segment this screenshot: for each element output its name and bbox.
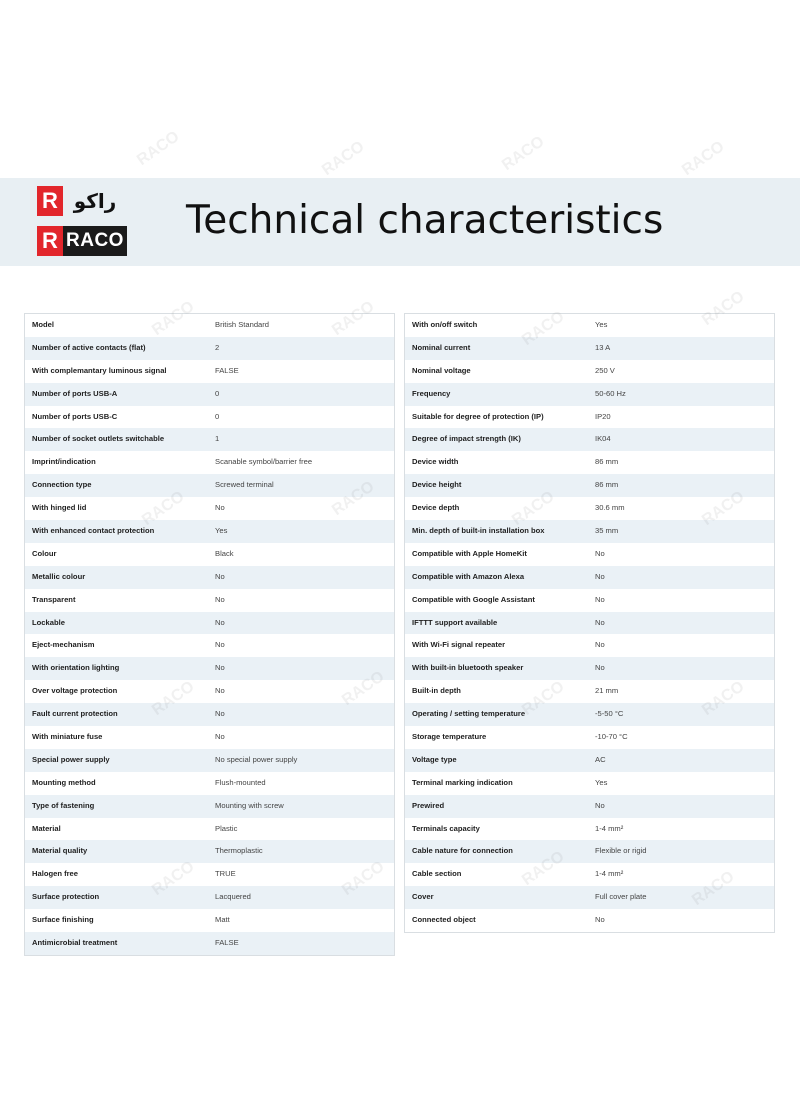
spec-label: Eject-mechanism [32, 640, 95, 650]
spec-label: Prewired [412, 800, 445, 810]
watermark-text: RACO [319, 138, 368, 180]
spec-value: No [215, 640, 225, 650]
logo-arabic-text: راكو [73, 189, 117, 213]
spec-label: Suitable for degree of protection (IP) [412, 411, 544, 421]
table-row [25, 383, 394, 406]
spec-label: Terminal marking indication [412, 777, 513, 787]
spec-value: 86 mm [595, 480, 619, 490]
spec-label: Number of active contacts (flat) [32, 342, 146, 352]
spec-label: Number of socket outlets switchable [32, 434, 165, 444]
spec-label: Mounting method [32, 777, 96, 787]
spec-label: Nominal voltage [412, 365, 471, 375]
spec-label: Cover [412, 892, 434, 902]
table-row [25, 406, 394, 429]
spec-value: No [215, 732, 225, 742]
spec-value: No [215, 617, 225, 627]
table-row [25, 772, 394, 795]
table-row [405, 474, 774, 497]
spec-label: Terminals capacity [412, 823, 480, 833]
spec-value: 250 V [595, 365, 615, 375]
watermark-text: RACO [699, 288, 748, 330]
spec-value: No [215, 709, 225, 719]
table-row [25, 474, 394, 497]
spec-label: Number of ports USB-C [32, 411, 118, 421]
spec-value: FALSE [215, 365, 239, 375]
table-row [25, 886, 394, 909]
spec-value: Black [215, 548, 234, 558]
table-row [405, 497, 774, 520]
table-row [405, 314, 774, 337]
spec-label: Degree of impact strength (IK) [412, 434, 521, 444]
spec-label: Colour [32, 548, 57, 558]
table-row [25, 497, 394, 520]
table-row [25, 612, 394, 635]
spec-value: Flush-mounted [215, 777, 266, 787]
table-row [25, 589, 394, 612]
spec-value: Matt [215, 915, 230, 925]
spec-value: No [215, 503, 225, 513]
table-row [405, 566, 774, 589]
spec-value: Lacquered [215, 892, 251, 902]
table-row [405, 634, 774, 657]
watermark-text: RACO [134, 128, 183, 170]
spec-value: 35 mm [595, 526, 619, 536]
spec-label: Special power supply [32, 754, 110, 764]
spec-value: Yes [595, 320, 608, 329]
spec-label: Storage temperature [412, 732, 487, 742]
spec-value: 2 [215, 342, 220, 352]
spec-value: Plastic [215, 823, 238, 833]
spec-label: Compatible with Apple HomeKit [412, 548, 527, 558]
table-row [405, 726, 774, 749]
table-row [25, 749, 394, 772]
table-row [25, 566, 394, 589]
table-row [25, 520, 394, 543]
table-row [25, 634, 394, 657]
spec-value: Scanable symbol/barrier free [215, 457, 313, 467]
spec-value: No [595, 663, 605, 673]
spec-label: Device depth [412, 503, 460, 513]
table-row [25, 680, 394, 703]
spec-label: Connected object [412, 915, 476, 925]
spec-value: No [595, 915, 605, 925]
table-row [405, 772, 774, 795]
spec-value: No [595, 800, 605, 810]
spec-label: Over voltage protection [32, 686, 118, 696]
spec-value: Yes [215, 526, 228, 536]
spec-label: Surface protection [32, 892, 100, 902]
spec-value: -5-50 °C [595, 709, 624, 719]
spec-value: No [595, 548, 605, 558]
spec-value: FALSE [215, 938, 239, 948]
spec-label: Compatible with Amazon Alexa [412, 571, 525, 581]
table-row [25, 337, 394, 360]
spec-label: Metallic colour [32, 571, 86, 581]
watermark-text: RACO [499, 133, 548, 175]
spec-label: Frequency [412, 388, 451, 398]
spec-label: Cable nature for connection [412, 846, 513, 856]
table-row [405, 520, 774, 543]
table-row [405, 749, 774, 772]
spec-label: With complemantary luminous signal [32, 365, 167, 375]
spec-label: Halogen free [32, 869, 78, 879]
spec-value: Thermoplastic [215, 846, 263, 856]
spec-value: 50-60 Hz [595, 388, 626, 398]
table-row [25, 932, 394, 955]
logo-arabic-row [37, 186, 127, 216]
spec-value: No [595, 571, 605, 581]
logo-latin-text: RACO [63, 226, 127, 256]
table-row [405, 406, 774, 429]
spec-label: With enhanced contact protection [32, 526, 155, 536]
spec-value: No [215, 594, 225, 604]
spec-value: TRUE [215, 869, 236, 879]
table-row [25, 909, 394, 932]
spec-value: Mounting with screw [215, 800, 284, 810]
spec-value: Flexible or rigid [595, 846, 647, 856]
table-row [405, 863, 774, 886]
spec-value: Yes [595, 777, 608, 787]
table-row [405, 337, 774, 360]
spec-label: Surface finishing [32, 915, 94, 925]
table-row [405, 840, 774, 863]
spec-label: With on/off switch [412, 320, 478, 329]
spec-value: No [215, 663, 225, 673]
spec-value: 86 mm [595, 457, 619, 467]
table-row [25, 451, 394, 474]
table-row [405, 680, 774, 703]
spec-label: Built-in depth [412, 686, 461, 696]
spec-label: With Wi-Fi signal repeater [412, 640, 506, 650]
table-row [25, 314, 394, 337]
spec-value: 1 [215, 434, 220, 444]
spec-label: With built-in bluetooth speaker [412, 663, 524, 673]
spec-label: Imprint/indication [32, 457, 96, 467]
spec-value: -10-70 °C [595, 732, 628, 742]
spec-label: Cable section [412, 869, 462, 879]
spec-label: Fault current protection [32, 709, 118, 719]
spec-value: 0 [215, 411, 220, 421]
spec-table-left [24, 313, 395, 956]
spec-value: AC [595, 754, 606, 764]
table-row [405, 612, 774, 635]
table-row [25, 543, 394, 566]
spec-value: 1-4 mm² [595, 823, 624, 833]
spec-label: Device height [412, 480, 462, 490]
table-row [25, 428, 394, 451]
logo-r-mark-icon: R [37, 186, 63, 216]
watermark-text: RACO [679, 138, 728, 180]
spec-value: 13 A [595, 342, 611, 352]
table-row [25, 795, 394, 818]
table-row [405, 886, 774, 909]
table-row [25, 703, 394, 726]
spec-label: Operating / setting temperature [412, 709, 526, 719]
table-row [405, 383, 774, 406]
spec-label: Type of fastening [32, 800, 95, 810]
table-row [25, 863, 394, 886]
spec-label: Min. depth of built-in installation box [412, 526, 545, 536]
spec-label: With hinged lid [32, 503, 87, 513]
logo-r-mark-icon: R [37, 226, 63, 256]
spec-value: 1-4 mm² [595, 869, 624, 879]
spec-value: No [215, 686, 225, 696]
spec-value: 21 mm [595, 686, 619, 696]
spec-value: IP20 [595, 411, 611, 421]
spec-value: 0 [215, 388, 220, 398]
raco-logo [37, 186, 127, 258]
page-title: Technical characteristics [186, 198, 664, 243]
spec-value: No [595, 617, 605, 627]
table-row [405, 589, 774, 612]
table-row [25, 726, 394, 749]
spec-value: IK04 [595, 434, 611, 444]
spec-label: Antimicrobial treatment [32, 938, 118, 948]
spec-label: Compatible with Google Assistant [412, 594, 535, 604]
spec-value: 30.6 mm [595, 503, 625, 513]
spec-label: Material quality [32, 846, 88, 856]
spec-value: British Standard [215, 320, 270, 329]
table-row [405, 451, 774, 474]
spec-label: With miniature fuse [32, 732, 103, 742]
spec-value: No [595, 594, 605, 604]
spec-label: Nominal current [412, 342, 471, 352]
spec-value: Screwed terminal [215, 480, 274, 490]
table-row [25, 657, 394, 680]
table-row [405, 909, 774, 932]
table-row [405, 543, 774, 566]
spec-label: Device width [412, 457, 459, 467]
table-row [405, 818, 774, 841]
table-row [405, 795, 774, 818]
spec-label: Number of ports USB-A [32, 388, 118, 398]
spec-label: Material [32, 823, 61, 833]
spec-table-right [404, 313, 775, 933]
spec-label: Model [32, 320, 54, 329]
spec-value: No [595, 640, 605, 650]
spec-value: No special power supply [215, 754, 298, 764]
table-row [405, 703, 774, 726]
table-row [405, 360, 774, 383]
spec-label: Connection type [32, 480, 92, 490]
spec-label: Transparent [32, 594, 76, 604]
table-row [25, 840, 394, 863]
table-row [25, 360, 394, 383]
spec-value: Full cover plate [595, 892, 647, 902]
table-row [405, 428, 774, 451]
table-row [25, 818, 394, 841]
spec-label: Voltage type [412, 754, 457, 764]
spec-label: With orientation lighting [32, 663, 120, 673]
logo-latin-row [37, 226, 127, 256]
spec-label: Lockable [32, 617, 65, 627]
spec-value: No [215, 571, 225, 581]
spec-label: IFTTT support available [412, 617, 498, 627]
table-row [405, 657, 774, 680]
